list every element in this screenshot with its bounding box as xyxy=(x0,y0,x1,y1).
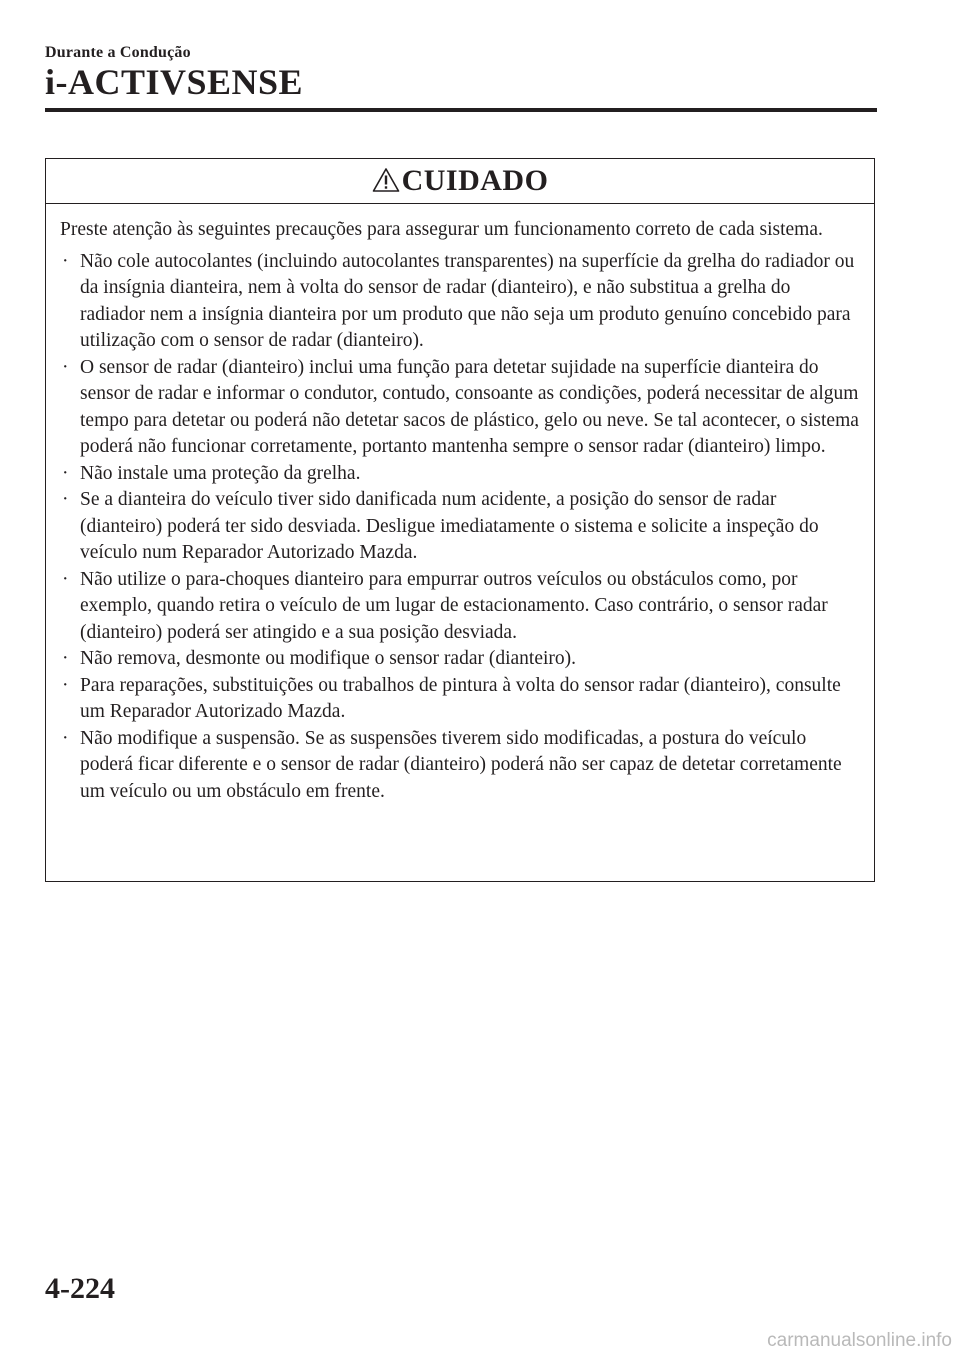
page-title: i-ACTIVSENSE xyxy=(45,62,304,102)
list-item xyxy=(60,461,860,488)
bullet-dot: · xyxy=(62,489,69,510)
list-item xyxy=(60,249,860,355)
caution-box xyxy=(45,158,875,882)
bullet-dot: · xyxy=(62,727,69,749)
list-item-text: Não utilize o para-choques dianteiro para empurrar outros veículos ou obstáculos como, por exemplo, quando retira o veículo de um lugar de estacionamento. Caso contrário, o sensor radar (dianteiro) poderá ser atingido e a sua posição desviada. xyxy=(80,568,828,643)
caution-body xyxy=(46,204,874,805)
list-item-text: Não cole autocolantes (incluindo autocolantes transparentes) na superfície da grelha do radiador ou da insígnia dianteira, nem à volta do sensor de radar (dianteiro), e não substitua a grelha do radiador nem a insígnia dianteira por um produto que não seja um produto genuíno concebido para utilização com o sensor de radar (dianteiro). xyxy=(80,250,855,351)
caution-label: CUIDADO xyxy=(401,164,549,197)
list-item-text: O sensor de radar (dianteiro) inclui uma função para detetar sujidade na superfície dianteira do sensor de radar e informar o condutor, contudo, consoante as condições, poderá necessitar de algum tempo para detetar ou poderá não detetar sacos de plástico, gelo ou neve. Se tal acontecer, o sistema poderá não funcionar corretamente, portanto mantenha sempre o sensor radar (dianteiro) limpo. xyxy=(80,356,859,457)
bullet-dot: · xyxy=(62,462,69,484)
list-item xyxy=(60,673,860,726)
list-item-text: Não modifique a suspensão. Se as suspensões tiverem sido modificadas, a postura do veículo poderá ficar diferente e o sensor de radar (dianteiro) poderá não ser capaz de detetar corretamente um veículo ou um obstáculo em frente. xyxy=(80,727,842,802)
list-item xyxy=(60,487,860,567)
list-item xyxy=(60,567,860,647)
caution-header xyxy=(46,159,874,204)
bullet-dot: · xyxy=(62,674,69,696)
bullet-dot: · xyxy=(62,568,69,590)
section-label: Durante a Condução xyxy=(45,44,191,61)
list-item-text: Não instale uma proteção da grelha. xyxy=(80,462,361,484)
warning-triangle-icon xyxy=(372,167,400,193)
page-number: 4-224 xyxy=(45,1272,115,1305)
caution-list xyxy=(60,249,860,806)
list-item-text: Para reparações, substituições ou trabalhos de pintura à volta do sensor radar (dianteiro), consulte um Reparador Autorizado Mazda. xyxy=(80,674,841,722)
list-item xyxy=(60,646,860,673)
list-item-text: Não remova, desmonte ou modifique o sensor radar (dianteiro). xyxy=(80,648,577,669)
bullet-dot: · xyxy=(62,250,69,272)
list-item-text: Se a dianteira do veículo tiver sido danificada num acidente, a posição do sensor de radar (dianteiro) poderá ter sido desviada. Desligue imediatamente o sistema e solicite a inspeção do veículo num Reparador Autorizado Mazda. xyxy=(80,489,819,563)
bullet-dot: · xyxy=(62,648,69,669)
header-rule xyxy=(45,108,877,112)
bullet-dot: · xyxy=(62,356,69,378)
list-item xyxy=(60,355,860,461)
watermark: carmanualsonline.info xyxy=(767,1330,952,1351)
list-item xyxy=(60,726,860,806)
caution-intro: Preste atenção às seguintes precauções para assegurar um funcionamento correto de cada sistema. xyxy=(60,219,823,240)
